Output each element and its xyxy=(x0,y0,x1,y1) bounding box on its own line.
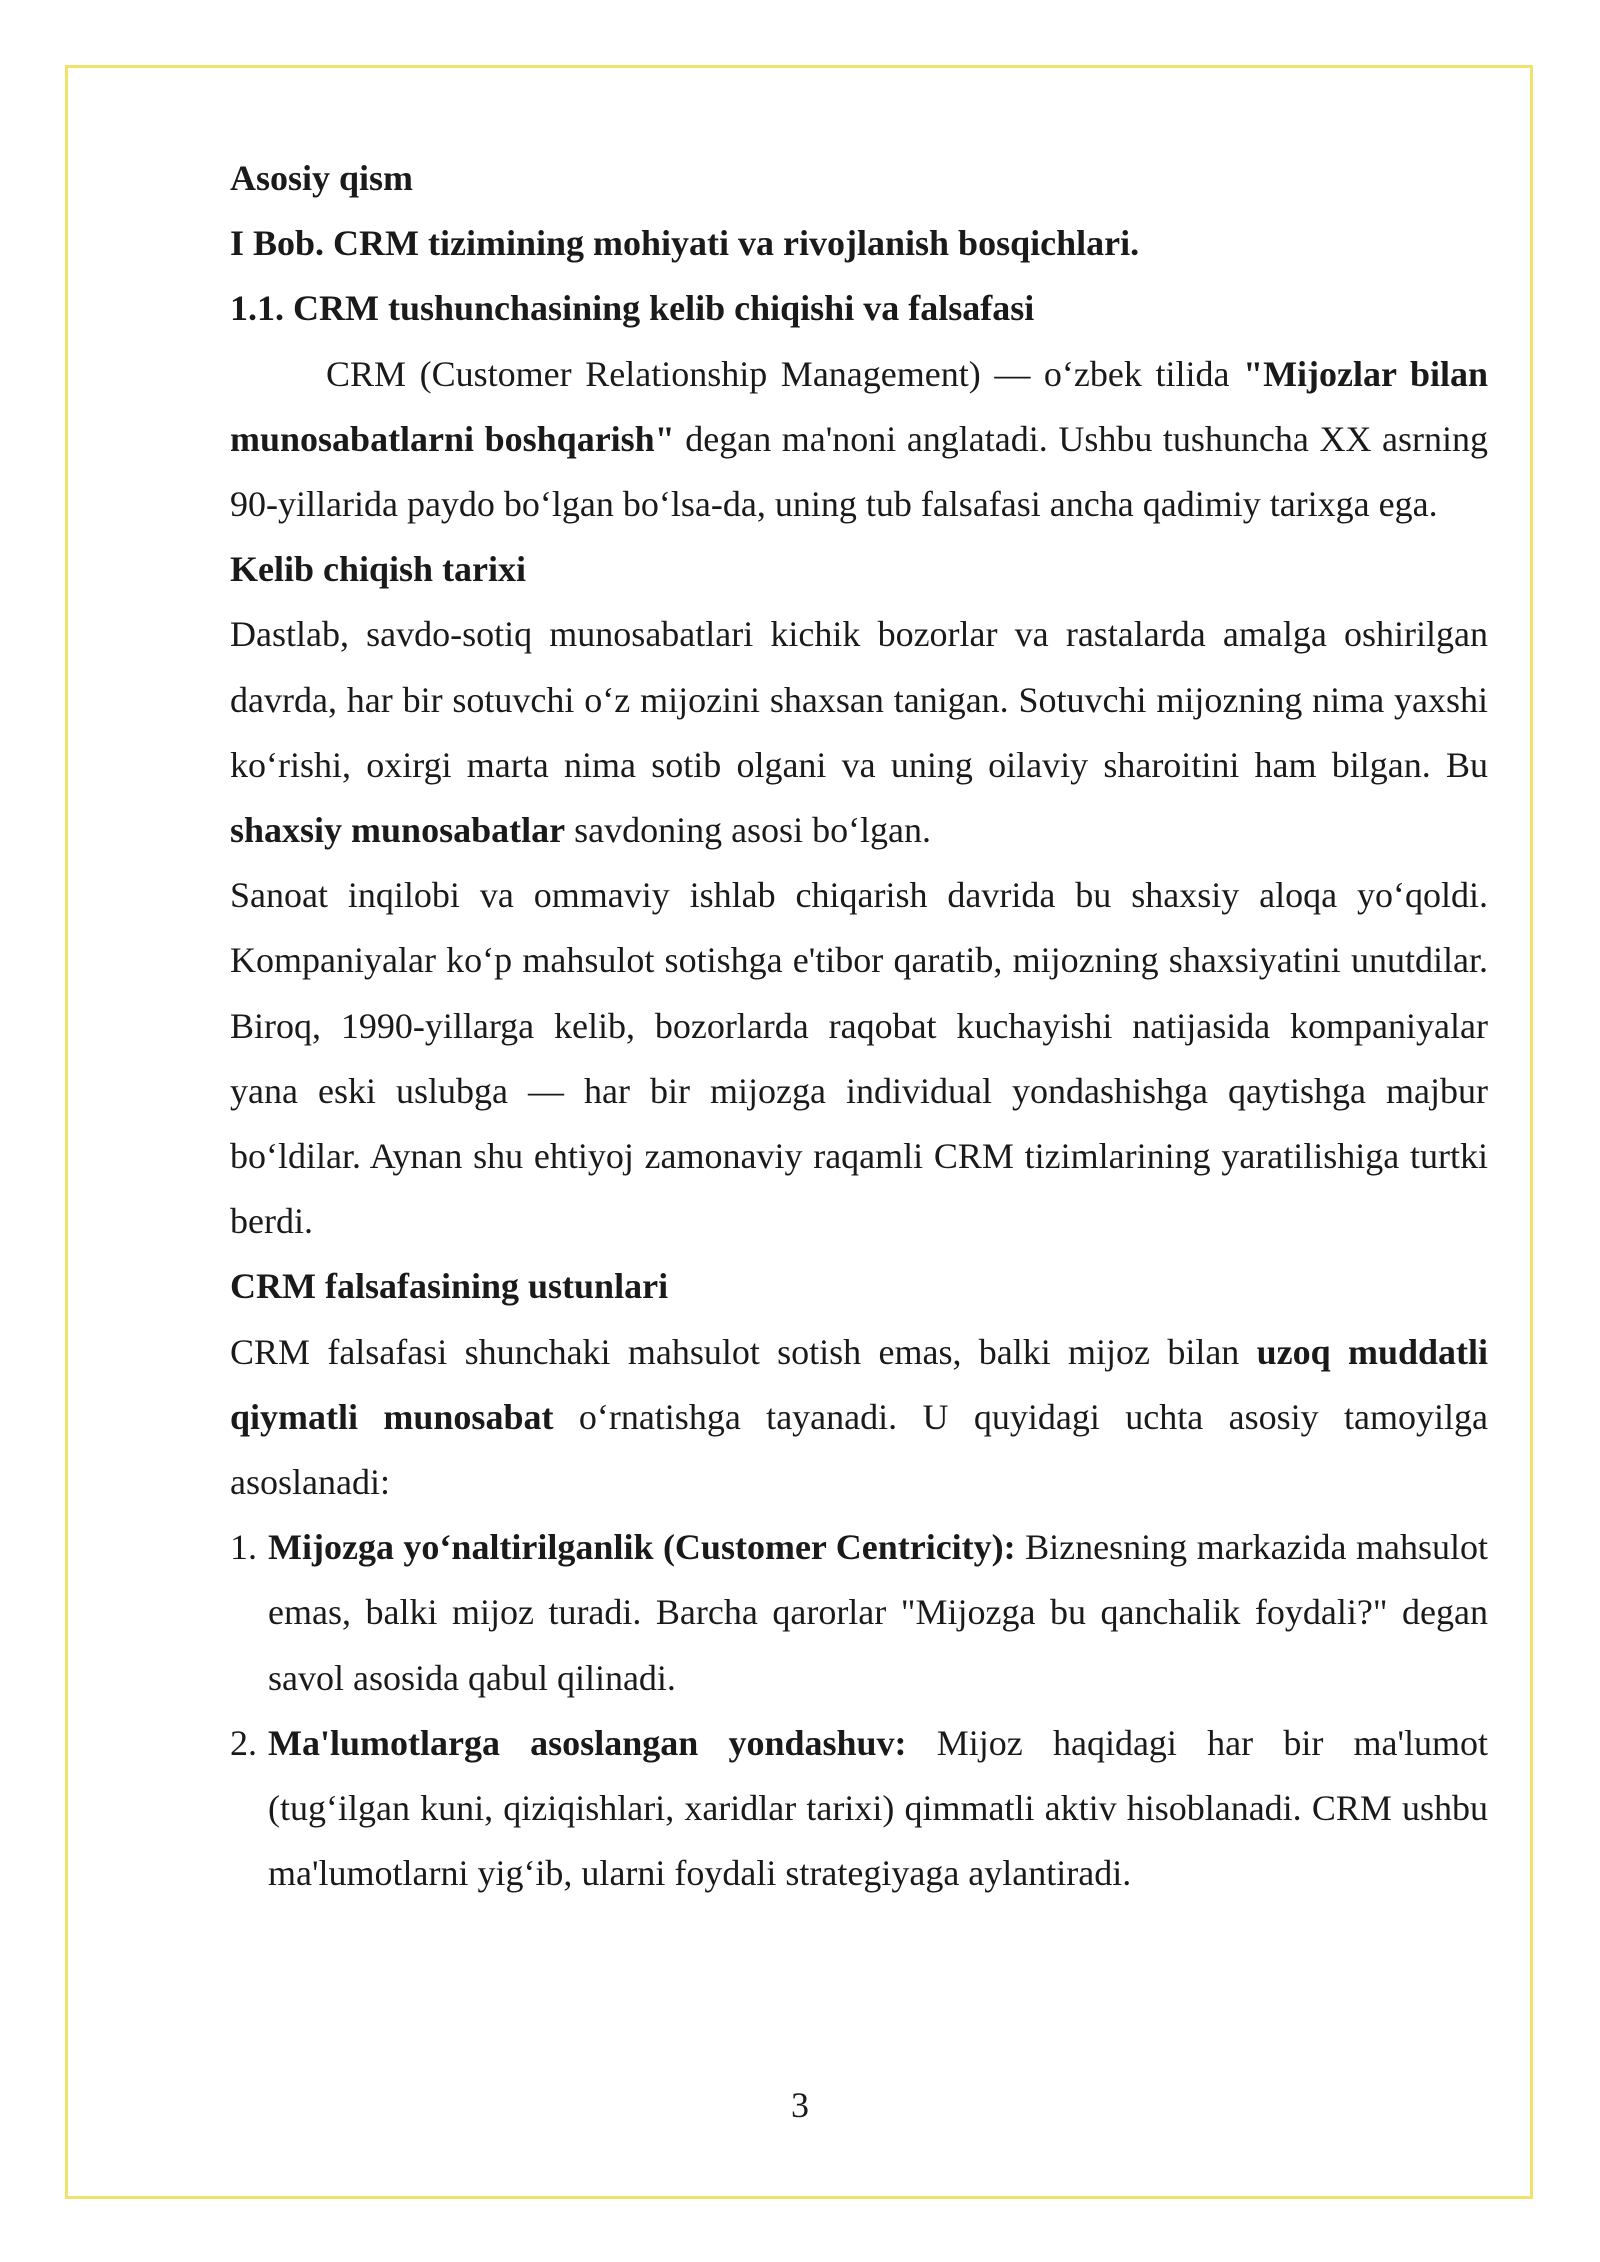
list-item-bold: Mijozga yoʻnaltirilganlik (Customer Centricity): xyxy=(268,1527,1016,1568)
list-item-number: 2. xyxy=(230,1722,257,1763)
intro-bold-term: "Mijozlar bilan munosabatlarni boshqarish" xyxy=(230,353,1488,459)
list-item-text: Mijoz haqidagi har bir ma'lumot (tugʻilgan kuni, qiziqishlari, xaridlar tarixi) qimmatli aktiv hisoblanadi. CRM ushbu ma'lumotlarni yigʻib, ularni foydali strategiyaga aylantiradi. xyxy=(268,1722,1489,1894)
page-content xyxy=(230,146,1488,1906)
history-heading: Kelib chiqish tarixi xyxy=(230,549,527,590)
history-p1-bold: shaxsiy munosabatlar xyxy=(230,810,566,851)
history-paragraph-1 xyxy=(230,602,1488,863)
section-title: Asosiy qism xyxy=(230,158,414,198)
page-number: 3 xyxy=(791,2085,809,2125)
list-item-bold: Ma'lumotlarga asoslangan yondashuv: xyxy=(268,1722,907,1763)
pillars-intro-text-2: oʻrnatishga tayanadi. U quyidagi uchta asosiy tamoyilga asoslanadi: xyxy=(230,1396,1488,1503)
list-item-number: 1. xyxy=(230,1527,257,1568)
history-p1-text-1: Dastlab, savdo-sotiq munosabatlari kichik bozorlar va rastalarda amalga oshirilgan davrda, har bir sotuvchi oʻz mijozini shaxsan tanigan. Sotuvchi mijozning nima yaxshi koʻrishi, oxirgi marta nima sotib olgani va uning oilaviy sharoitini ham bilgan. Bu xyxy=(230,614,1488,785)
list-item-text: Biznesning markazida mahsulot emas, balki mijoz turadi. Barcha qarorlar "Mijozga bu qanchalik foydali?" degan savol asosida qabul qilinadi. xyxy=(268,1527,1488,1698)
intro-text-1: CRM (Customer Relationship Management) — oʻzbek tilida xyxy=(326,353,1244,394)
list-item xyxy=(230,1711,1488,1907)
pillars-heading: CRM falsafasining ustunlari xyxy=(230,1266,669,1307)
pillars-intro-text-1: CRM falsafasi shunchaki mahsulot sotish emas, balki mijoz bilan xyxy=(230,1331,1257,1372)
intro-paragraph xyxy=(230,342,1488,538)
history-paragraph-2: Sanoat inqilobi va ommaviy ishlab chiqarish davrida bu shaxsiy aloqa yoʻqoldi. Kompaniyalar koʻp mahsulot sotishga e'tibor qaratib, mijozning shaxsiyatini unutdilar. Biroq, 1990-yillarga kelib, bozorlarda raqobat kuchayishi natijasida kompaniyalar yana eski uslubga — har bir mijozga individual yondashishga qaytishga majbur boʻldilar. Aynan shu ehtiyoj zamonaviy raqamli CRM tizimlarining yaratilishiga turtki berdi. xyxy=(230,875,1488,1242)
chapter-title: I Bob. CRM tizimining mohiyati va rivojlanish bosqichlari. xyxy=(230,223,1140,264)
pillars-intro-bold: uzoq muddatli qiymatli munosabat xyxy=(230,1331,1488,1437)
intro-text-2: degan ma'noni anglatadi. Ushbu tushuncha XX asrning 90-yillarida paydo boʻlgan boʻlsa-da, uning tub falsafasi ancha qadimiy tarixga ega. xyxy=(230,418,1488,525)
pillars-list xyxy=(230,1515,1488,1906)
history-p1-text-2: savdoning asosi boʻlgan. xyxy=(565,810,932,851)
subsection-title: 1.1. CRM tushunchasining kelib chiqishi va falsafasi xyxy=(230,288,1035,329)
pillars-intro-paragraph xyxy=(230,1320,1488,1516)
list-item xyxy=(230,1515,1488,1711)
